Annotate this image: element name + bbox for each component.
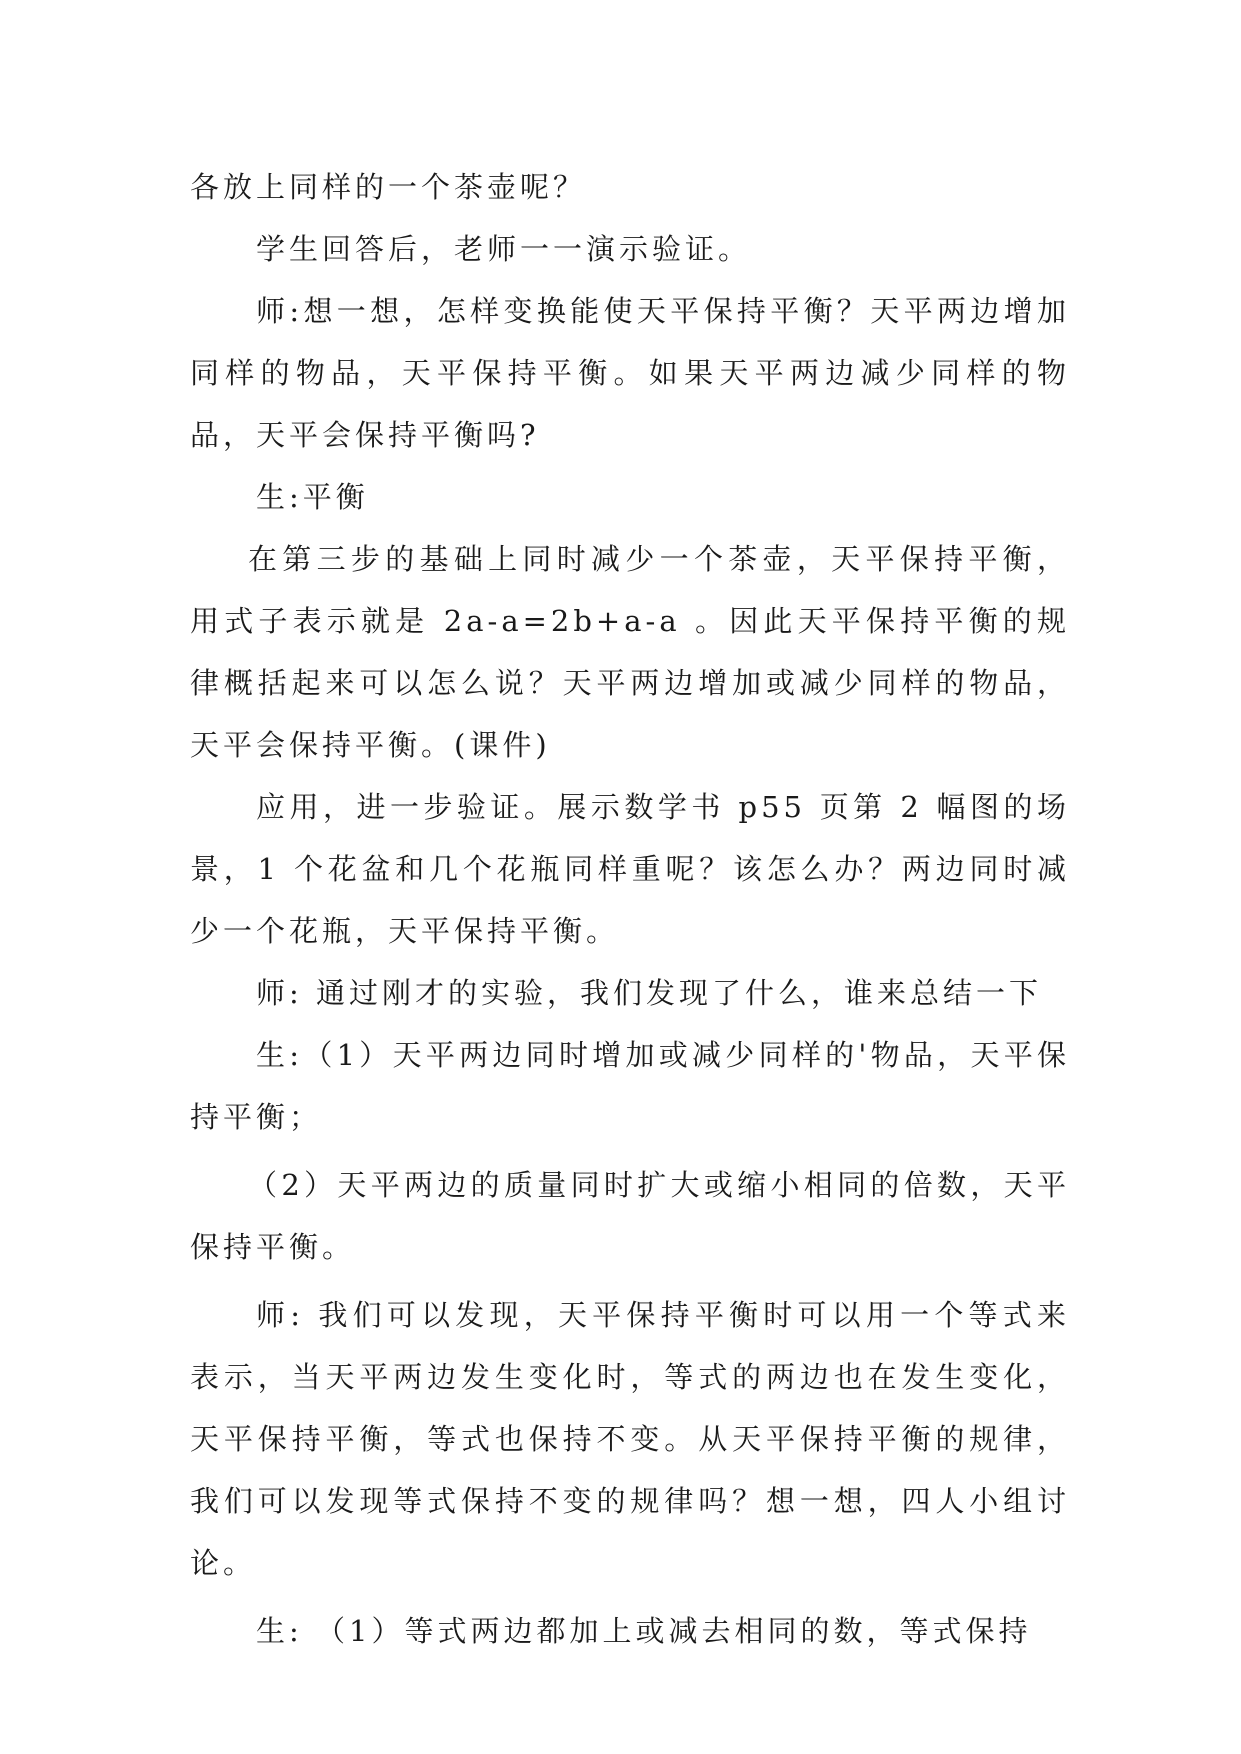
- paragraph-teacher-question: 师:想一想，怎样变换能使天平保持平衡？天平两边增加同样的物品，天平保持平衡。如果天平两边减少同样的物品，天平会保持平衡吗?: [190, 294, 1070, 452]
- paragraph-application: 应用，进一步验证。展示数学书 p55 页第 2 幅图的场景，1 个花盆和几个花瓶同样重呢？该怎么办？两边同时减少一个花瓶，天平保持平衡。: [190, 790, 1070, 948]
- paragraph-student-rule-1: 生:（1）天平两边同时增加或减少同样的'物品，天平保持平衡；: [190, 1038, 1070, 1134]
- paragraph-student-answer: 学生回答后，老师一一演示验证。: [256, 232, 752, 266]
- paragraph-student-reply: 生:平衡: [256, 480, 369, 514]
- paragraph-student-rule-2: （2）天平两边的质量同时扩大或缩小相同的倍数，天平保持平衡。: [190, 1168, 1070, 1264]
- paragraph-teacher-summary: 师: 通过刚才的实验，我们发现了什么，谁来总结一下: [256, 976, 1042, 1010]
- paragraph-teacher-equation: 师: 我们可以发现，天平保持平衡时可以用一个等式来表示，当天平两边发生变化时，等式的两边也在发生变化，天平保持平衡，等式也保持不变。从天平保持平衡的规律，我们可以发现等式保持不变的规律吗？想一想，四人小组讨论。: [190, 1298, 1070, 1580]
- paragraph-third-step: 在第三步的基础上同时减少一个茶壶，天平保持平衡，用式子表示就是 2a-a=2b+a-a 。因此天平保持平衡的规律概括起来可以怎么说？天平两边增加或减少同样的物品，天平会保持平衡。(课件): [190, 542, 1070, 762]
- paragraph-student-equation-rule: 生: （1）等式两边都加上或减去相同的数，等式保持: [256, 1614, 1032, 1648]
- paragraph-continuation: 各放上同样的一个茶壶呢？: [190, 170, 587, 204]
- document-body: [190, 156, 1070, 1662]
